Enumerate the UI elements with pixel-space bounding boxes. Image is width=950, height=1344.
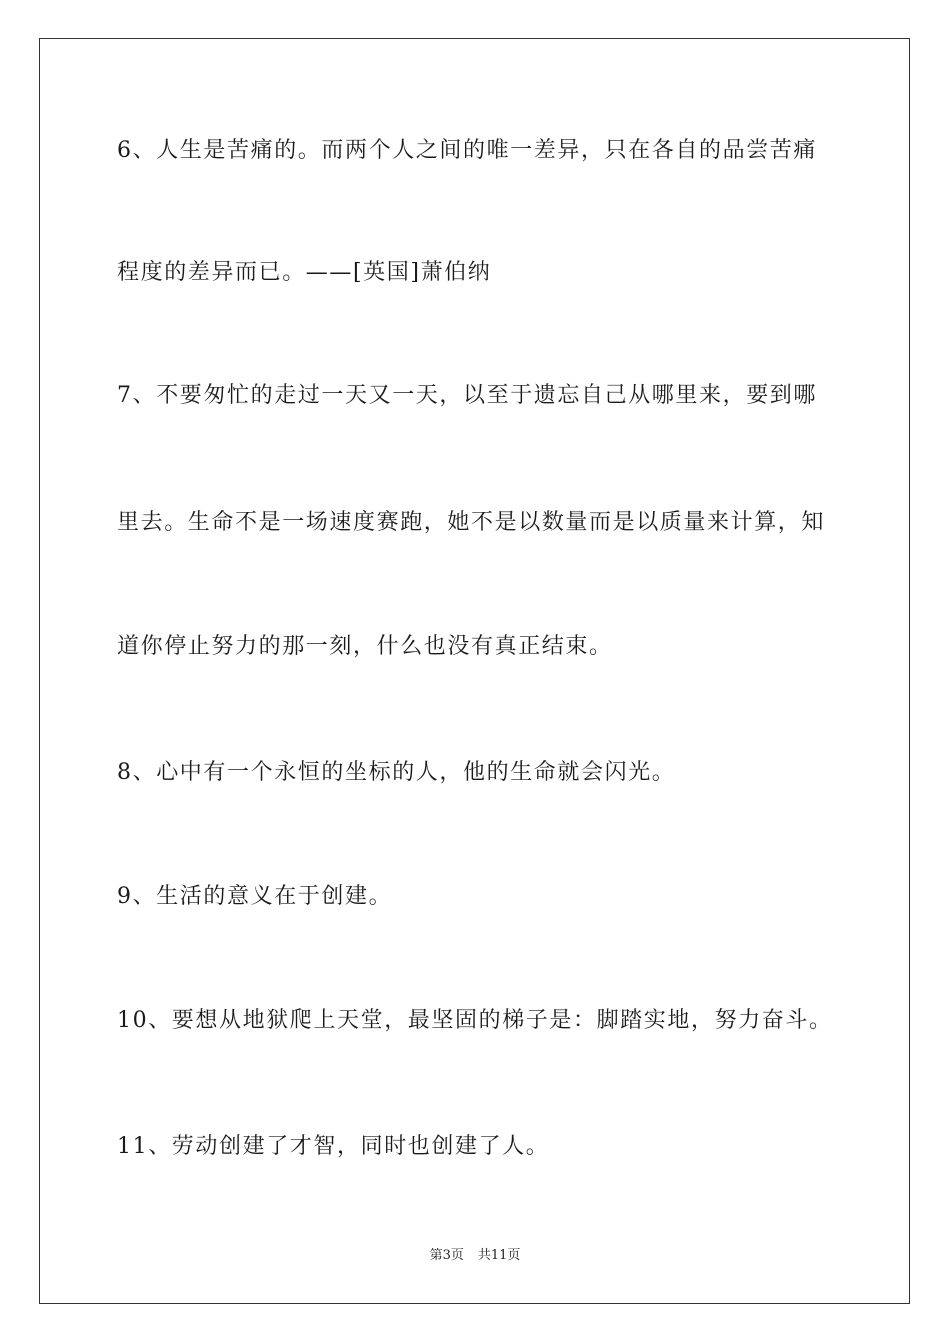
quote-7-line-3: 道你停止努力的那一刻，什么也没有真正结束。 xyxy=(117,634,613,659)
page-border xyxy=(39,38,910,1304)
quote-10: 10、要想从地狱爬上天堂，最坚固的梯子是：脚踏实地，努力奋斗。 xyxy=(117,1008,833,1033)
quote-9: 9、生活的意义在于创建。 xyxy=(117,884,393,909)
quote-7-line-1: 7、不要匆忙的走过一天又一天，以至于遗忘自己从哪里来，要到哪 xyxy=(117,383,817,408)
quote-11: 11、劳动创建了才智，同时也创建了人。 xyxy=(117,1134,550,1159)
quote-6-line-1: 6、人生是苦痛的。而两个人之间的唯一差异，只在各自的品尝苦痛 xyxy=(117,138,817,163)
page-number: 第3页 xyxy=(429,1248,464,1263)
page-footer xyxy=(0,1247,950,1265)
quote-7-line-2: 里去。生命不是一场速度赛跑，她不是以数量而是以质量来计算，知 xyxy=(117,510,826,535)
quote-8: 8、心中有一个永恒的坐标的人，他的生命就会闪光。 xyxy=(117,760,676,785)
page-total: 共11页 xyxy=(477,1248,521,1263)
quote-6-line-2: 程度的差异而已。——[英国]萧伯纳 xyxy=(117,260,492,285)
